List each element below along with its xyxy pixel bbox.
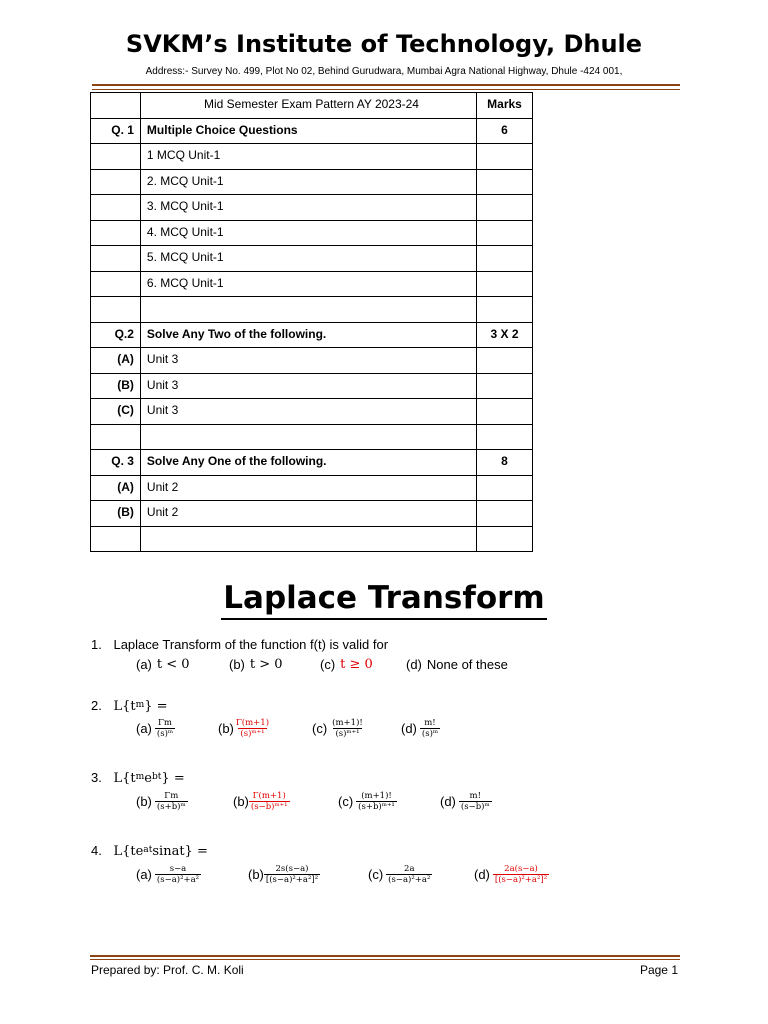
table-cell: [477, 297, 533, 323]
institute-title: SVKM’s Institute of Technology, Dhule: [125, 30, 643, 58]
header-divider: [92, 84, 680, 90]
footer-page-number: Page 1: [639, 963, 678, 977]
option-label: (c): [312, 721, 328, 736]
fraction: [155, 791, 188, 812]
table-cell: Unit 3: [140, 399, 476, 425]
table-cell: [91, 526, 141, 552]
fraction: [356, 791, 397, 812]
fraction: [249, 791, 290, 812]
fraction: [264, 864, 320, 885]
question-text: Laplace Transform of the function f(t) is valid for: [113, 637, 389, 652]
table-cell: (B): [91, 373, 141, 399]
table-cell: [477, 373, 533, 399]
table-cell: 1 MCQ Unit-1: [140, 144, 476, 170]
table-cell: 3. MCQ Unit-1: [140, 195, 476, 221]
question-number: 4.: [91, 843, 102, 858]
denominator: (s−a)²+a²: [388, 875, 431, 885]
table-row: [91, 526, 533, 552]
q1-option-d: [406, 657, 508, 672]
expr-part: L{te: [113, 844, 144, 859]
question-expression: [113, 771, 184, 786]
q1-option-b: [229, 657, 283, 672]
option-label: (d): [474, 867, 490, 882]
fraction: [493, 864, 549, 885]
q4-option-a: [136, 864, 201, 885]
option-label: (d): [440, 794, 456, 809]
table-cell: [140, 424, 476, 450]
table-cell: [477, 195, 533, 221]
table-cell: Unit 3: [140, 373, 476, 399]
table-cell: [477, 424, 533, 450]
expr-sup: m: [135, 699, 145, 710]
table-header-cell: [91, 93, 141, 119]
expr-part: sinat} =: [152, 844, 208, 859]
table-cell: Solve Any Two of the following.: [140, 322, 476, 348]
numerator: 2a(s−a): [504, 864, 538, 874]
footer-divider: [90, 955, 680, 960]
q4-option-d: [474, 864, 549, 885]
table-row: [91, 144, 533, 170]
fraction: [330, 718, 365, 739]
section-title: [0, 578, 768, 620]
table-cell: 6. MCQ Unit-1: [140, 271, 476, 297]
denominator: [(s−a)²+a²]²: [265, 875, 319, 885]
q3-option-a: [136, 791, 188, 812]
table-cell: [477, 220, 533, 246]
fraction: [234, 718, 271, 739]
table-cell: (B): [91, 501, 141, 527]
table-cell: 3 X 2: [477, 322, 533, 348]
table-row: [91, 450, 533, 476]
option-label: (a): [136, 721, 152, 736]
denominator: (s)ᵐ: [421, 729, 439, 739]
table-row: [91, 475, 533, 501]
denominator: (s)ᵐ: [156, 729, 174, 739]
table-cell: Solve Any One of the following.: [140, 450, 476, 476]
q3-option-b: [233, 791, 290, 812]
numerator: Γ(m+1): [235, 718, 270, 728]
table-cell: 4. MCQ Unit-1: [140, 220, 476, 246]
table-row: [91, 195, 533, 221]
table-row: [91, 399, 533, 425]
numerator: 2a: [404, 864, 415, 874]
numerator: (m+1)!: [332, 718, 363, 728]
table-cell: 2. MCQ Unit-1: [140, 169, 476, 195]
table-row: [91, 373, 533, 399]
numerator: (m+1)!: [361, 791, 392, 801]
q3-option-d: [440, 791, 492, 812]
table-cell: [477, 271, 533, 297]
table-row: [91, 501, 533, 527]
question-1: [91, 637, 388, 652]
fraction: [155, 718, 175, 739]
numerator: Γm: [158, 718, 172, 728]
q3-option-c: [338, 791, 397, 812]
fraction: [386, 864, 432, 885]
table-cell: [477, 399, 533, 425]
table-row: [91, 424, 533, 450]
table-cell: [477, 501, 533, 527]
numerator: Γ(m+1): [252, 791, 286, 801]
table-cell: [91, 297, 141, 323]
q2-option-b: [218, 718, 271, 739]
denominator: (s−b)ᵐ: [460, 802, 490, 812]
table-cell: [91, 144, 141, 170]
table-cell: [91, 195, 141, 221]
option-label: (b): [248, 867, 264, 882]
table-row: [91, 297, 533, 323]
table-cell: [140, 526, 476, 552]
denominator: (s+b)ᵐ⁺¹: [358, 802, 395, 812]
expr-sup: bt: [151, 771, 162, 782]
fraction: [420, 718, 440, 739]
table-cell: [91, 271, 141, 297]
question-expression: [113, 844, 207, 859]
q2-option-c: [312, 718, 365, 739]
table-cell: Q. 1: [91, 118, 141, 144]
expr-part: e: [144, 771, 152, 786]
option-value: t ≥ 0: [340, 657, 373, 672]
question-number: 1.: [91, 637, 102, 652]
option-label: (b): [136, 794, 152, 809]
exam-pattern-table: [90, 92, 533, 552]
table-cell: (A): [91, 348, 141, 374]
table-cell: 8: [477, 450, 533, 476]
q2-option-d: [401, 718, 440, 739]
section-title-text: Laplace Transform: [221, 578, 546, 620]
table-cell: 6: [477, 118, 533, 144]
expr-part: L{t: [113, 771, 136, 786]
institute-address: Address:- Survey No. 499, Plot No 02, Behind Gurudwara, Mumbai Agra National Highway, Dhule -424 001,: [145, 66, 623, 77]
numerator: m!: [469, 791, 482, 801]
numerator: s−a: [169, 864, 187, 874]
option-value: t < 0: [156, 657, 190, 672]
option-value: t > 0: [249, 657, 283, 672]
option-label: (b): [233, 794, 249, 809]
table-cell: [477, 475, 533, 501]
q4-option-b: [248, 864, 320, 885]
table-cell: Unit 2: [140, 501, 476, 527]
table-cell: [477, 348, 533, 374]
question-4: [91, 843, 208, 859]
expr-part: L{t: [113, 699, 136, 714]
table-row: [91, 348, 533, 374]
table-cell: Q.2: [91, 322, 141, 348]
footer-author: Prepared by: Prof. C. M. Koli: [91, 963, 244, 977]
table-cell: [140, 297, 476, 323]
option-label: (a): [136, 657, 152, 672]
expr-part: } =: [161, 771, 185, 786]
table-cell: [477, 169, 533, 195]
table-cell: (A): [91, 475, 141, 501]
table-cell: [91, 424, 141, 450]
question-expression: [113, 699, 167, 714]
table-cell: 5. MCQ Unit-1: [140, 246, 476, 272]
option-label: (c): [338, 794, 354, 809]
numerator: 2s(s−a): [275, 864, 309, 874]
option-label: (d): [401, 721, 417, 736]
table-row: [91, 271, 533, 297]
table-row: [91, 246, 533, 272]
table-row: [91, 169, 533, 195]
table-cell: [477, 246, 533, 272]
table-row: [91, 118, 533, 144]
q1-option-a: [136, 657, 190, 672]
denominator: (s−b)ᵐ⁺¹: [250, 802, 288, 812]
table-cell: Q. 3: [91, 450, 141, 476]
q2-option-a: [136, 718, 175, 739]
table-cell: [477, 144, 533, 170]
table-header-cell: Mid Semester Exam Pattern AY 2023-24: [140, 93, 476, 119]
table-cell: [91, 169, 141, 195]
expr-sup: at: [143, 844, 153, 855]
question-3: [91, 770, 185, 786]
option-value: None of these: [426, 657, 508, 672]
table-cell: Multiple Choice Questions: [140, 118, 476, 144]
fraction: [155, 864, 201, 885]
numerator: m!: [424, 718, 436, 728]
denominator: (s+b)ᵐ: [156, 802, 186, 812]
table-cell: [91, 246, 141, 272]
table-row: [91, 322, 533, 348]
table-cell: (C): [91, 399, 141, 425]
numerator: Γm: [164, 791, 179, 801]
table-cell: [477, 526, 533, 552]
option-label: (c): [368, 867, 384, 882]
q1-option-c: [320, 657, 373, 672]
denominator: (s−a)²+a²: [156, 875, 200, 885]
expr-sup: m: [135, 771, 145, 782]
option-label: (c): [320, 657, 336, 672]
denominator: [(s−a)²+a²]²: [494, 875, 548, 885]
table-row: [91, 220, 533, 246]
denominator: (s)ᵐ⁺¹: [240, 729, 265, 739]
table-header-cell: Marks: [477, 93, 533, 119]
option-label: (d): [406, 657, 422, 672]
option-label: (b): [229, 657, 245, 672]
option-label: (b): [218, 721, 234, 736]
question-number: 2.: [91, 698, 102, 713]
expr-part: } =: [144, 699, 168, 714]
table-cell: [91, 220, 141, 246]
question-number: 3.: [91, 770, 102, 785]
fraction: [459, 791, 492, 812]
option-label: (a): [136, 867, 152, 882]
denominator: (s)ᵐ⁺¹: [335, 729, 360, 739]
table-cell: Unit 2: [140, 475, 476, 501]
table-cell: Unit 3: [140, 348, 476, 374]
table-header-row: [91, 93, 533, 119]
q4-option-c: [368, 864, 432, 885]
question-2: [91, 698, 168, 714]
